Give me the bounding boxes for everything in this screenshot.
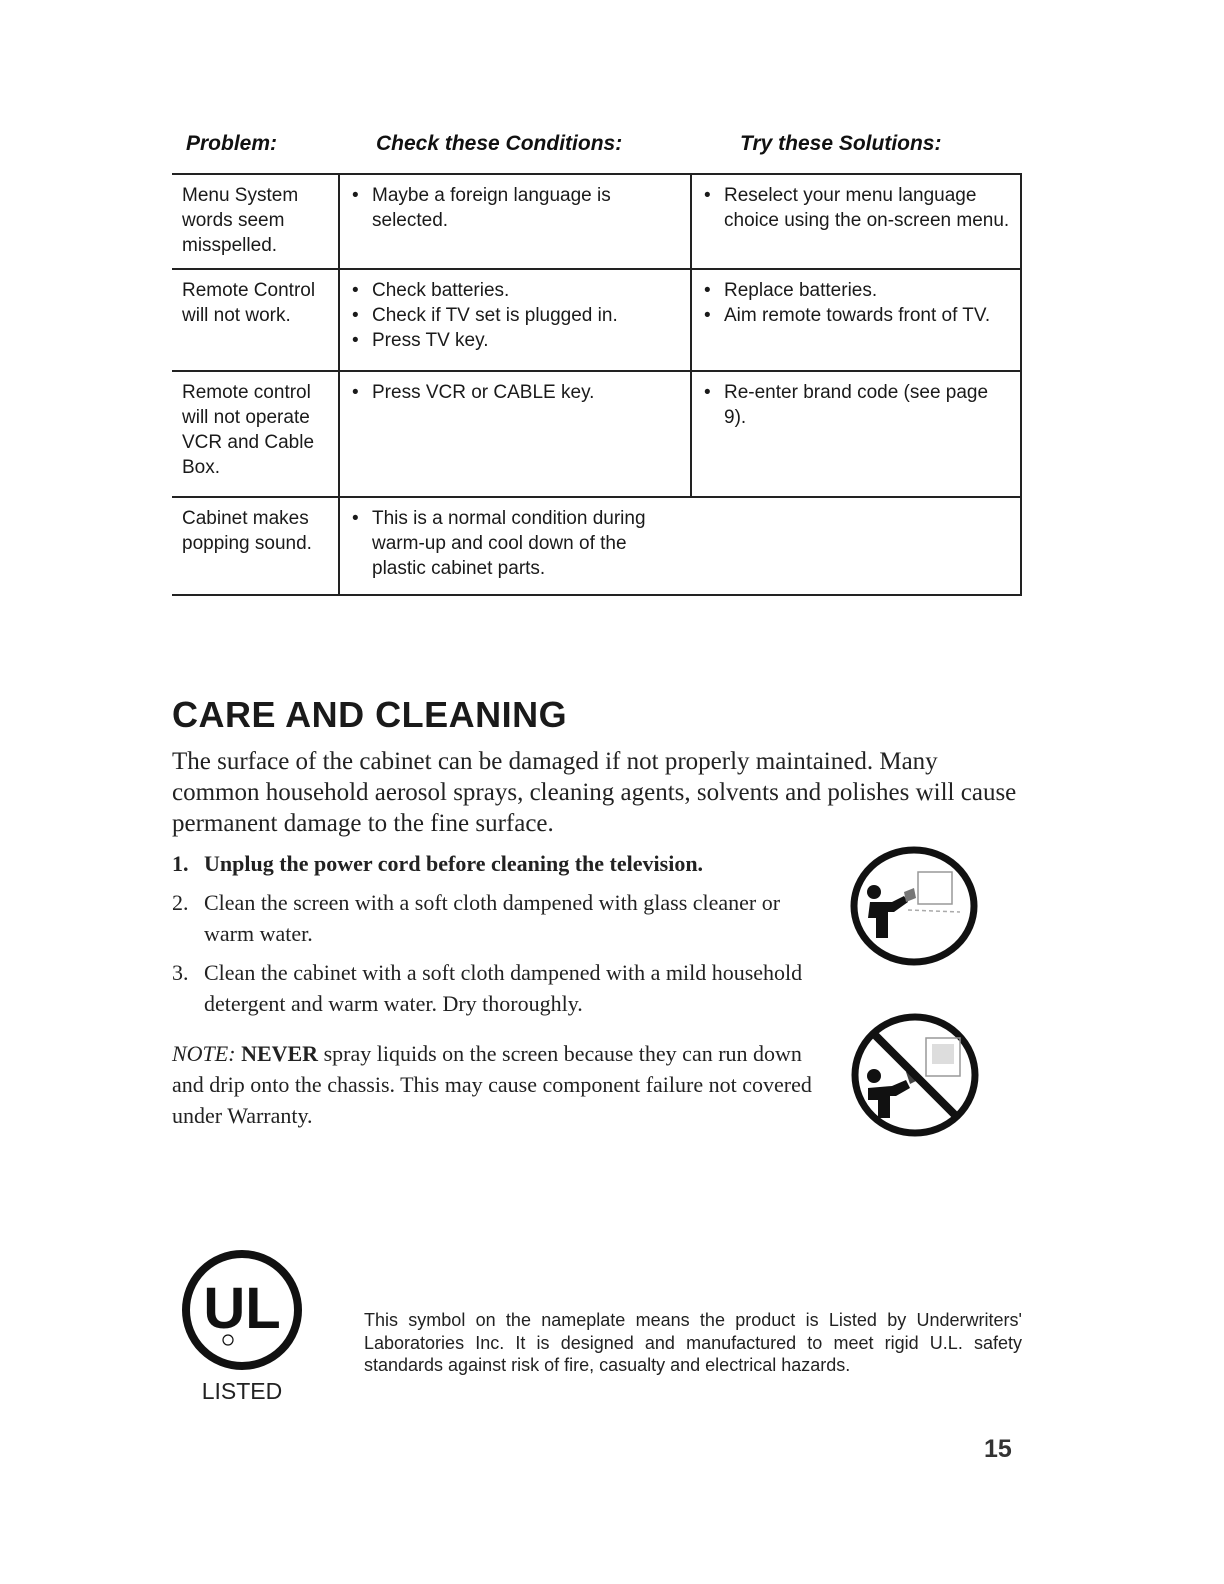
step-number: 3. xyxy=(172,960,189,985)
page-number: 15 xyxy=(984,1435,1012,1463)
wipe-screen-icon xyxy=(848,846,980,966)
warning-note xyxy=(172,1038,812,1131)
note-text: spray liquids on the screen because they can run down and drip onto the chassis. This may cause component failure not covered under Warranty. xyxy=(172,1041,812,1128)
list-item xyxy=(172,957,812,1019)
condition-item: • Press TV key. xyxy=(350,328,680,353)
solution-item: • Reselect your menu language choice using the on-screen menu. xyxy=(702,183,1010,233)
list-item xyxy=(172,848,812,879)
table-row xyxy=(172,269,1021,371)
list-item xyxy=(172,887,812,949)
condition-item: • Maybe a foreign language is selected. xyxy=(350,183,680,233)
header-conditions: Check these Conditions: xyxy=(376,132,623,155)
listed-label: LISTED xyxy=(201,1378,283,1404)
table-row xyxy=(172,497,1021,595)
solutions-cell xyxy=(691,269,1021,371)
section-heading: CARE AND CLEANING xyxy=(172,694,568,735)
conditions-cell xyxy=(339,269,691,371)
step-text: Clean the screen with a soft cloth dampened with glass cleaner or warm water. xyxy=(204,890,781,946)
step-text: Clean the cabinet with a soft cloth dampened with a mild household detergent and warm water. Dry thoroughly. xyxy=(204,960,803,1016)
table-row xyxy=(172,371,1021,497)
ul-logo-text: UL xyxy=(203,1276,281,1341)
conditions-cell xyxy=(339,174,691,269)
solutions-cell xyxy=(691,497,1021,595)
conditions-cell xyxy=(339,371,691,497)
note-emphasis: NEVER xyxy=(241,1041,319,1066)
troubleshooting-table xyxy=(172,173,1022,596)
condition-item: • This is a normal condition during warm-up and cool down of the plastic cabinet parts. xyxy=(350,506,681,581)
note-label: NOTE: xyxy=(172,1041,236,1066)
ul-listed-logo xyxy=(180,1248,304,1372)
step-number: 2. xyxy=(172,890,189,915)
conditions-cell xyxy=(339,497,691,595)
condition-item: • Check if TV set is plugged in. xyxy=(350,303,680,328)
solutions-cell xyxy=(691,174,1021,269)
problem-cell: Remote Control will not work. xyxy=(182,280,316,326)
solution-item: • Replace batteries. xyxy=(702,278,1010,303)
header-problem: Problem: xyxy=(186,132,278,155)
step-text: Unplug the power cord before cleaning the television. xyxy=(204,851,704,876)
solutions-cell xyxy=(691,371,1021,497)
header-solutions: Try these Solutions: xyxy=(740,132,942,155)
solution-item: • Re-enter brand code (see page 9). xyxy=(702,380,1010,430)
cleaning-steps xyxy=(172,848,812,1027)
condition-item: • Check batteries. xyxy=(350,278,680,303)
ul-description: This symbol on the nameplate means the product is Listed by Underwriters' Laboratories Inc. It is designed and manufactured to meet rigid U.L. safety standards against risk of fire, casualty and electrical hazards. xyxy=(364,1310,1022,1375)
no-spray-icon xyxy=(848,1010,982,1140)
step-number: 1. xyxy=(172,851,189,876)
problem-cell: Menu System words seem misspelled. xyxy=(182,185,299,256)
solution-item: • Aim remote towards front of TV. xyxy=(702,303,1010,328)
condition-item: • Press VCR or CABLE key. xyxy=(350,380,680,405)
table-row xyxy=(172,174,1021,269)
intro-paragraph: The surface of the cabinet can be damaged if not properly maintained. Many common household aerosol sprays, cleaning agents, solvents and polishes will cause permanent damage to the fine surface. xyxy=(172,748,1017,837)
problem-cell: Cabinet makes popping sound. xyxy=(182,508,312,554)
problem-cell: Remote control will not operate VCR and Cable Box. xyxy=(182,382,315,478)
